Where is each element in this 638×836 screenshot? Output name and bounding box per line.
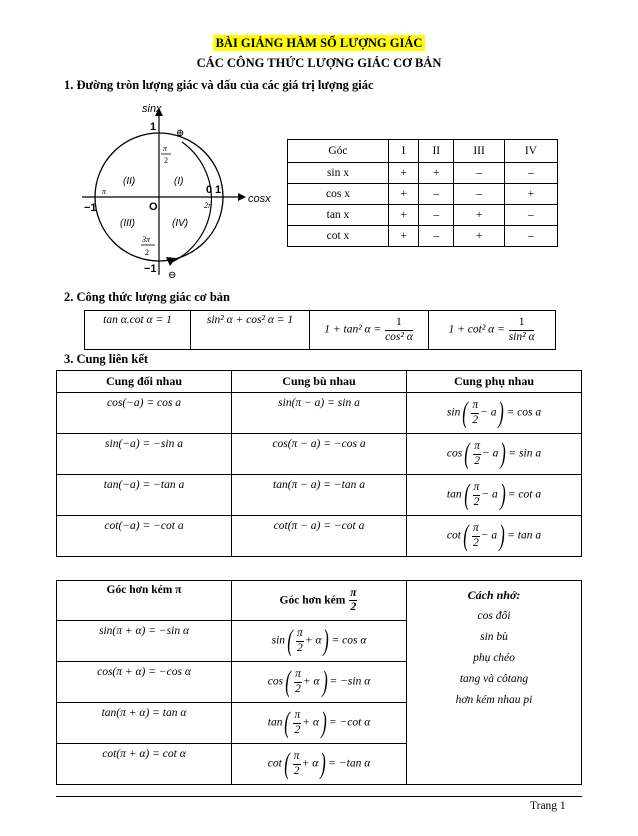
formula-tan-cot: tan α.cot α = 1	[85, 311, 191, 350]
fraction-num: 1	[509, 317, 535, 331]
quadrant-1-label: (I)	[174, 176, 184, 187]
table-row	[57, 516, 582, 557]
sign-table-header: III	[454, 140, 505, 163]
zero-label: 0	[206, 184, 213, 196]
formula-cell: sin(π + α) = −sin α	[57, 621, 232, 662]
formula-pythagorean: sin² α + cos² α = 1	[191, 311, 310, 350]
formula-cell: cot(−a) = −cot a	[57, 516, 232, 557]
formula-cell: sin( $\frac{\pi}{2}$ − a) = cos a	[407, 393, 582, 434]
fraction-den: sin² α	[508, 330, 535, 343]
sign-cell: –	[419, 226, 454, 247]
minus-one-bottom-label: −1	[144, 263, 157, 275]
formula-cell: cot( $\frac{\pi}{2}$ − a) = tan a	[407, 516, 582, 557]
quadrant-4-label: (IV)	[172, 218, 189, 229]
sign-table-header: Góc	[288, 140, 389, 163]
sign-cell: +	[388, 163, 418, 184]
formula-cell: cos( $\frac{\pi}{2}$ − a) = sin a	[407, 434, 582, 475]
angle-shift-table	[56, 580, 582, 785]
sign-fn: sin x	[288, 163, 389, 184]
memo-line: cos đối	[477, 610, 511, 622]
formula-tan-sec	[310, 311, 429, 350]
formula-cell: cot( $\frac{\pi}{2}$ + α) = −tan α	[232, 744, 407, 785]
document-title: BÀI GIẢNG HÀM SỐ LƯỢNG GIÁC	[0, 34, 638, 52]
page-number: Trang 1	[530, 800, 566, 812]
one-top-label: 1	[150, 121, 157, 133]
sign-table-header: I	[388, 140, 418, 163]
pi-half-num: π	[163, 144, 168, 153]
quadrant-2-label: (II)	[123, 176, 136, 187]
table-row	[57, 393, 582, 434]
origin-label: O	[149, 201, 158, 213]
x-axis-arrow	[238, 193, 246, 201]
formula-cell: tan(π − a) = −tan a	[232, 475, 407, 516]
formula-lhs: 1 + tan² α =	[324, 323, 382, 336]
plus-sign-icon: ⊕	[176, 128, 185, 139]
memo-line: hơn kém nhau pi	[455, 694, 533, 706]
fraction-den: cos² α	[385, 330, 413, 343]
header-opposite-arcs: Cung đối nhau	[57, 371, 232, 393]
basic-formulas-table	[84, 310, 556, 350]
formula-cell: cot(π + α) = cot α	[57, 744, 232, 785]
sign-fn: cot x	[288, 226, 389, 247]
sign-fn: cos x	[288, 184, 389, 205]
formula-cell: cos(π + α) = −cos α	[57, 662, 232, 703]
sign-cell: –	[504, 163, 557, 184]
formula-cell: cos(−a) = cos a	[57, 393, 232, 434]
formula-cell: tan(π + α) = tan α	[57, 703, 232, 744]
memo-line: tang và côtang	[459, 673, 529, 685]
document-subtitle: CÁC CÔNG THỨC LƯỢNG GIÁC CƠ BẢN	[196, 56, 442, 70]
section-1-heading: 1. Đường tròn lượng giác và dấu của các giá trị lượng giác	[64, 78, 374, 92]
header-differ-pi-half: Góc hơn kém $\frac{\pi}{2}$	[232, 581, 407, 621]
sign-cell: –	[504, 226, 557, 247]
memo-box	[407, 581, 582, 785]
formula-lhs: 1 + cot² α =	[448, 323, 505, 336]
sinx-label: sinx	[142, 103, 162, 115]
table-row	[288, 205, 558, 226]
formula-cell: tan( $\frac{\pi}{2}$ + α) = −cot α	[232, 703, 407, 744]
sign-cell: +	[504, 184, 557, 205]
one-right-label: 1	[215, 184, 222, 196]
minus-sign-icon: ⊖	[168, 270, 177, 280]
minus-one-left-label: −1	[84, 202, 97, 214]
header-complementary-arcs: Cung phụ nhau	[407, 371, 582, 393]
sign-fn: tan x	[288, 205, 389, 226]
section-2-heading: 2. Công thức lượng giác cơ bản	[64, 290, 231, 304]
sign-cell: +	[388, 184, 418, 205]
formula-cell: cos( $\frac{\pi}{2}$ + α) = −sin α	[232, 662, 407, 703]
pi-label: π	[102, 187, 107, 196]
sign-table-header: IV	[504, 140, 557, 163]
sign-cell: –	[419, 184, 454, 205]
sign-cell: +	[388, 205, 418, 226]
table-row	[288, 226, 558, 247]
sign-cell: –	[454, 184, 505, 205]
header-supplementary-arcs: Cung bù nhau	[232, 371, 407, 393]
rotation-arc-arrow	[166, 257, 176, 266]
sign-cell: –	[419, 205, 454, 226]
table-row	[57, 434, 582, 475]
section-3-heading: 3. Cung liên kết	[64, 352, 149, 366]
footer-rule	[56, 796, 582, 797]
formula-cell: sin(−a) = −sin a	[57, 434, 232, 475]
sign-table	[287, 139, 558, 247]
quadrant-3-label: (III)	[120, 218, 135, 229]
pi-half-den: 2	[164, 156, 168, 165]
sign-cell: +	[454, 226, 505, 247]
table-row	[57, 475, 582, 516]
fraction-num: 1	[385, 317, 413, 331]
sign-cell: +	[419, 163, 454, 184]
trig-circle-diagram	[78, 100, 278, 280]
cosx-label: cosx	[248, 193, 271, 205]
formula-cell: cot(π − a) = −cot a	[232, 516, 407, 557]
memo-title: Cách nhớ:	[467, 588, 521, 602]
formula-cell: tan( $\frac{\pi}{2}$ − a) = cot a	[407, 475, 582, 516]
sign-cell: –	[454, 163, 505, 184]
formula-cell: cos(π − a) = −cos a	[232, 434, 407, 475]
table-row	[288, 163, 558, 184]
sign-cell: +	[454, 205, 505, 226]
three-pi-half-num: 3π	[142, 235, 151, 244]
three-pi-half-den: 2	[145, 248, 149, 257]
sign-cell: +	[388, 226, 418, 247]
formula-cell: sin( $\frac{\pi}{2}$ + α) = cos α	[232, 621, 407, 662]
formula-cell: sin(π − a) = sin a	[232, 393, 407, 434]
two-pi-label: 2π	[204, 201, 213, 210]
related-arcs-table	[56, 370, 582, 557]
memo-line: phụ chéo	[473, 652, 515, 664]
sign-cell: –	[504, 205, 557, 226]
memo-line: sin bù	[480, 631, 508, 643]
table-row	[288, 184, 558, 205]
formula-cell: tan(−a) = −tan a	[57, 475, 232, 516]
formula-cot-csc	[429, 311, 556, 350]
header-differ-pi: Góc hơn kém π	[57, 581, 232, 621]
sign-table-header: II	[419, 140, 454, 163]
